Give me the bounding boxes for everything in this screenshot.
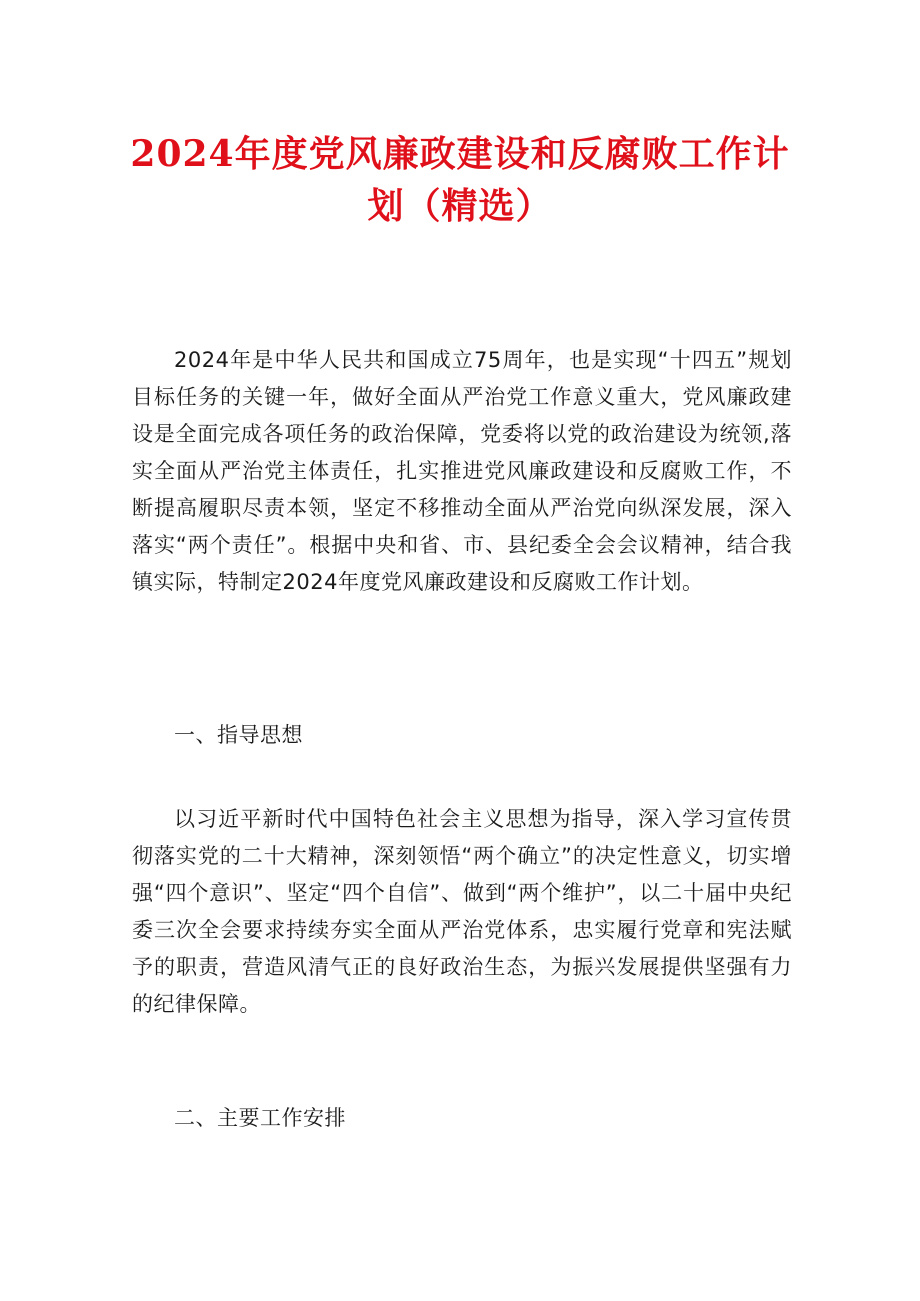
section-heading-guiding-thought: 一、指导思想	[174, 723, 303, 747]
document-title: 2024年度党风廉政建设和反腐败工作计划（精选）	[130, 133, 790, 227]
section-heading-main-work: 二、主要工作安排	[174, 1106, 346, 1130]
guiding-thought-paragraph: 以习近平新时代中国特色社会主义思想为指导，深入学习宣传贯彻落实党的二十大精神，深刻领悟“两个确立”的决定性意义，切实增强“四个意识”、坚定“四个自信”、做到“两个维护”，以二十届中央纪委三次全会要求持续夯实全面从严治党体系，忠实履行党章和宪法赋予的职责，营造风清气正的良好政治生态，为振兴发展提供坚强有力的纪律保障。	[132, 807, 792, 1016]
intro-paragraph: 2024年是中华人民共和国成立75周年，也是实现“十四五”规划目标任务的关键一年，做好全面从严治党工作意义重大，党风廉政建设是全面完成各项任务的政治保障，党委将以党的政治建设为统领,落实全面从严治党主体责任，扎实推进党风廉政建设和反腐败工作，不断提高履职尽责本领，坚定不移推动全面从严治党向纵深发展，深入落实“两个责任”。根据中央和省、市、县纪委全会会议精神，结合我镇实际，特制定2024年度党风廉政建设和反腐败工作计划。	[132, 348, 792, 594]
